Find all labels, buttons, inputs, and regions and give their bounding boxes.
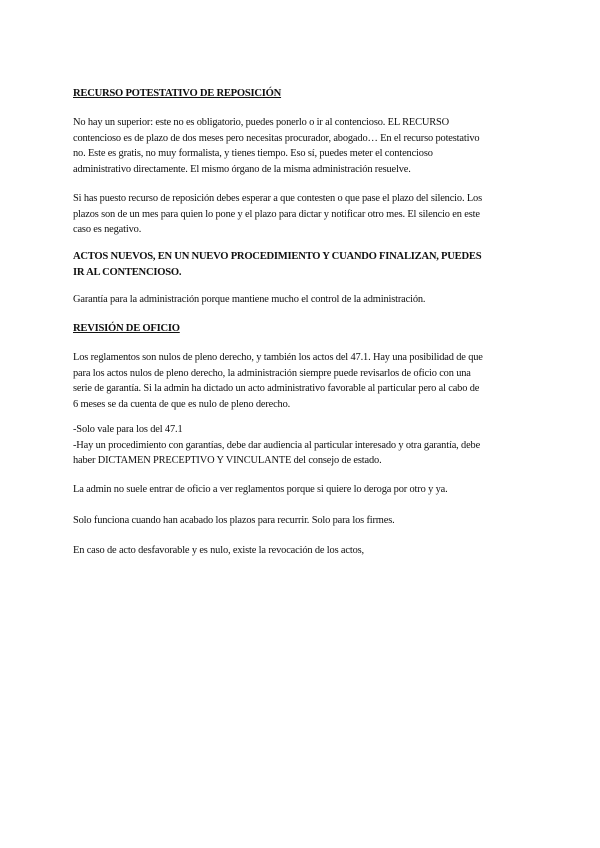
list-item: -Hay un procedimiento con garantías, debe dar audiencia al particular interesado y otra garantía, debe bbox=[73, 439, 481, 451]
text-line: ACTOS NUEVOS, EN UN NUEVO PROCEDIMIENTO Y CUANDO FINALIZAN, PUEDES bbox=[73, 251, 482, 262]
text-line: plazos son de un mes para quien lo pone y el plazo para dictar y notificar otro mes. El silencio en este bbox=[73, 208, 480, 220]
paragraph-recurso-intro bbox=[73, 115, 525, 177]
paragraph-plazos bbox=[73, 191, 525, 238]
text-line: no. Este es gratis, no muy formalista, y tienes tiempo. Eso sí, puedes meter el contencioso bbox=[73, 148, 433, 160]
text-line: IR AL CONTENCIOSO. bbox=[73, 266, 182, 278]
text-line: No hay un superior: este no es obligatorio, puedes ponerlo o ir al contencioso. EL RECURSO bbox=[73, 117, 449, 128]
paragraph-solo-vale bbox=[73, 422, 525, 469]
text-line: administrativo directamente. El mismo órgano de la misma administración resuelve. bbox=[73, 163, 411, 175]
heading-actos-nuevos bbox=[73, 249, 525, 280]
text-line: haber DICTAMEN PRECEPTIVO Y VINCULANTE del consejo de estado. bbox=[73, 455, 382, 467]
text-line: 6 meses se da cuenta de que es nulo de pleno derecho. bbox=[73, 398, 291, 410]
paragraph-admin-oficio: La admin no suele entrar de oficio a ver reglamentos porque si quiere lo deroga por otro y ya. bbox=[73, 484, 448, 495]
heading-revision-oficio: REVISIÓN DE OFICIO bbox=[73, 323, 180, 334]
paragraph-acto-desfavorable: En caso de acto desfavorable y es nulo, existe la revocación de los actos, bbox=[73, 545, 364, 556]
text-line: serie de garantía. Si la admin ha dictado un acto administrativo favorable al particular pero al cabo de bbox=[73, 383, 480, 395]
list-item: -Solo vale para los del 47.1 bbox=[73, 424, 183, 435]
text-line: caso es negativo. bbox=[73, 224, 142, 236]
paragraph-solo-funciona: Solo funciona cuando han acabado los plazos para recurrir. Solo para los firmes. bbox=[73, 515, 395, 526]
text-line: contencioso es de plazo de dos meses pero necesitas procurador, abogado… En el recurso potestativo bbox=[73, 132, 480, 144]
paragraph-garantia: Garantía para la administración porque mantiene mucho el control de la administración. bbox=[73, 294, 426, 305]
text-line: para los actos nulos de pleno derecho, la administración siempre puede revisarlos de oficio con una bbox=[73, 367, 471, 379]
text-line: Los reglamentos son nulos de pleno derecho, y también los actos del 47.1. Hay una posibilidad de que bbox=[73, 352, 483, 363]
paragraph-reglamentos bbox=[73, 350, 525, 412]
heading-recurso-potestativo: RECURSO POTESTATIVO DE REPOSICIÓN bbox=[73, 88, 282, 99]
text-line: Si has puesto recurso de reposición debes esperar a que contesten o que pase el plazo del silencio. Los bbox=[73, 193, 482, 204]
